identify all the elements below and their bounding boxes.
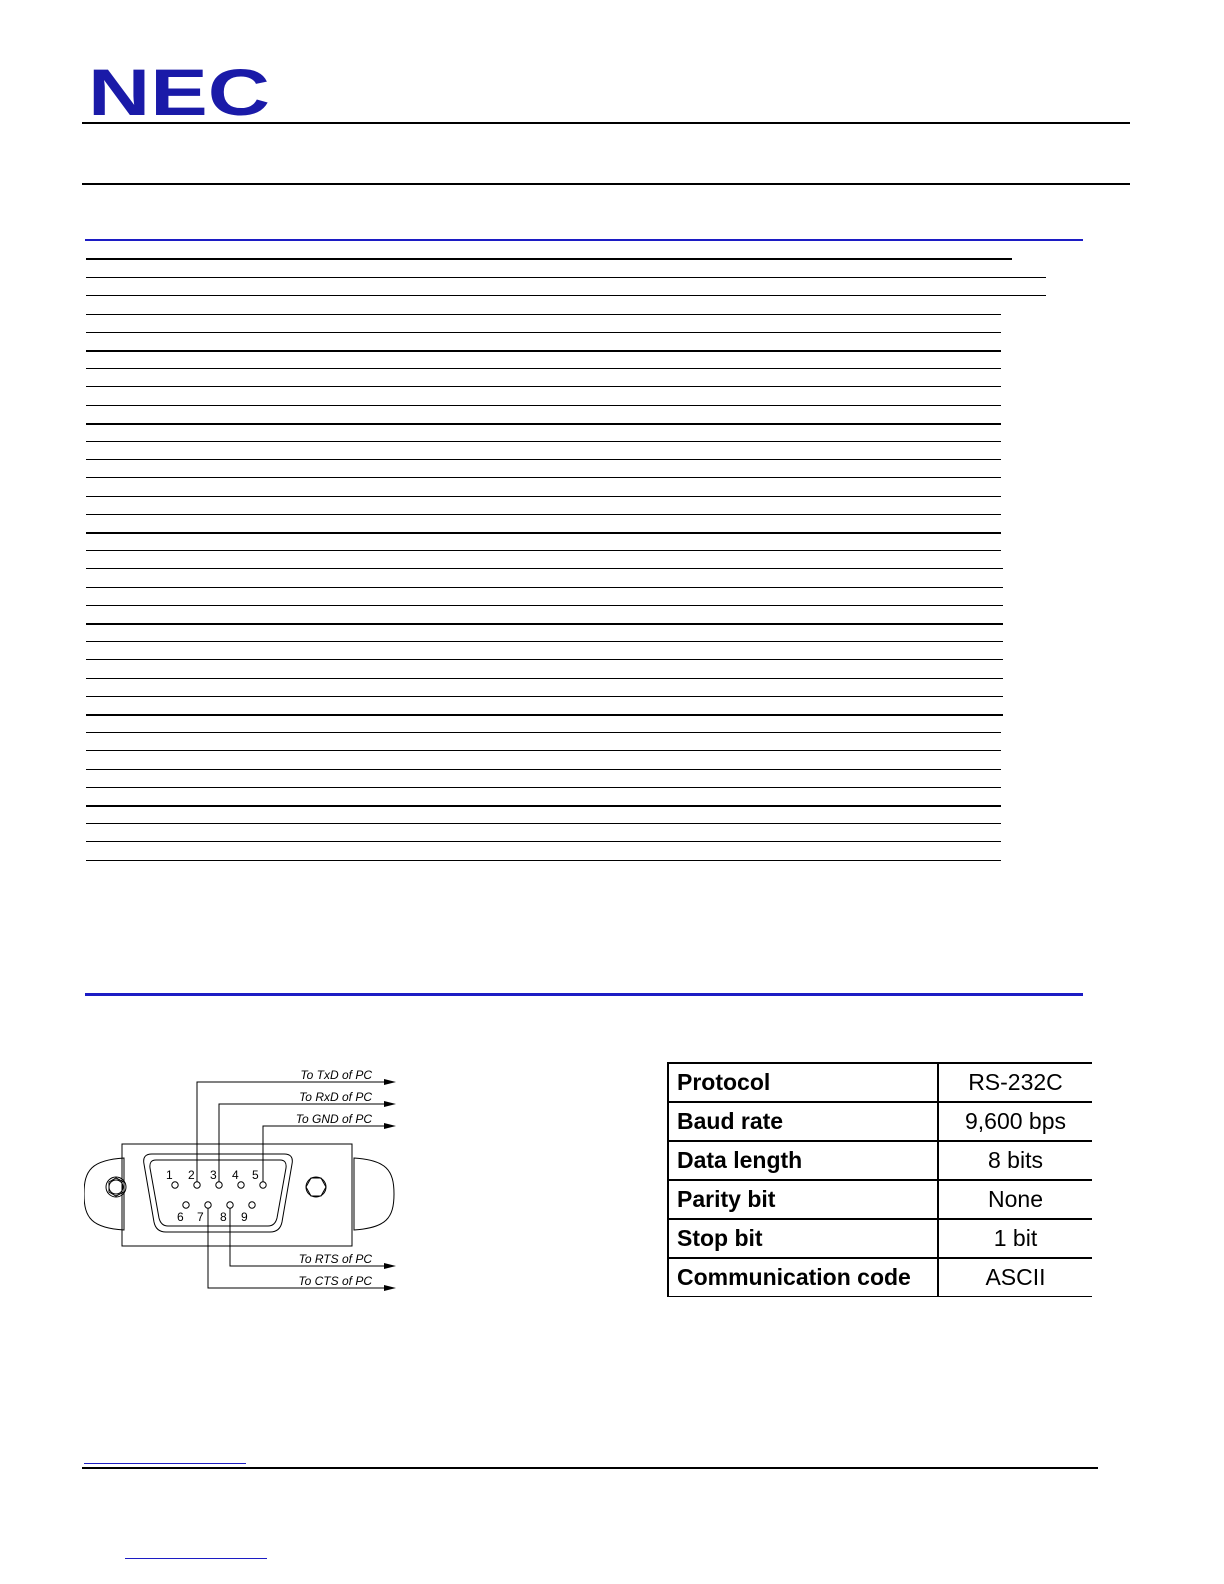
header-rule-bottom xyxy=(82,183,1130,185)
toc-line xyxy=(86,678,1003,679)
setting-label: Protocol xyxy=(668,1063,938,1102)
setting-value: ASCII xyxy=(938,1258,1092,1297)
setting-label: Communication code xyxy=(668,1258,938,1297)
toc-line xyxy=(86,423,1001,425)
toc-line xyxy=(86,568,1003,569)
nec-logo xyxy=(88,60,274,122)
toc-line xyxy=(86,514,1001,515)
toc-line xyxy=(86,477,1001,478)
pin-number: 3 xyxy=(210,1168,217,1182)
table-row xyxy=(668,1219,1092,1258)
toc-line xyxy=(86,641,1003,642)
header-rule-top xyxy=(82,122,1130,124)
toc-line xyxy=(86,605,1003,606)
pin-number: 7 xyxy=(197,1210,204,1224)
pin-number: 5 xyxy=(252,1168,259,1182)
toc-line xyxy=(86,350,1001,352)
toc-line xyxy=(86,659,1003,660)
toc-line xyxy=(86,277,1046,278)
toc-line xyxy=(86,368,1001,369)
table-row xyxy=(668,1180,1092,1219)
table-row xyxy=(668,1258,1092,1297)
toc-line xyxy=(86,386,1001,387)
footer-rule xyxy=(82,1467,1098,1469)
setting-label: Parity bit xyxy=(668,1180,938,1219)
pin-number: 2 xyxy=(188,1168,195,1182)
section-rule-contents xyxy=(85,239,1083,241)
toc-line xyxy=(86,532,1001,534)
signal-label-gnd: To GND of PC xyxy=(295,1112,372,1126)
setting-label: Baud rate xyxy=(668,1102,938,1141)
setting-value: RS-232C xyxy=(938,1063,1092,1102)
communication-settings-table xyxy=(667,1062,1092,1297)
pin-number: 1 xyxy=(166,1168,173,1182)
toc-line xyxy=(86,823,1001,824)
toc-line xyxy=(86,459,1001,460)
db9-connector-icon xyxy=(84,1062,414,1302)
toc-line xyxy=(86,696,1003,697)
pin-number: 6 xyxy=(177,1210,184,1224)
signal-label-cts: To CTS of PC xyxy=(298,1274,372,1288)
toc-line xyxy=(86,732,1001,733)
toc-line xyxy=(86,550,1001,551)
toc-line xyxy=(86,441,1001,442)
footer-link-underline-bottom[interactable] xyxy=(125,1558,267,1559)
toc-line xyxy=(86,787,1001,788)
setting-value: 9,600 bps xyxy=(938,1102,1092,1141)
table-row xyxy=(668,1141,1092,1180)
table-row xyxy=(668,1102,1092,1141)
signal-label-rts: To RTS of PC xyxy=(298,1252,372,1266)
signal-label-txd: To TxD of PC xyxy=(300,1068,372,1082)
toc-line xyxy=(86,860,1001,861)
toc-line xyxy=(86,623,1003,625)
table-row xyxy=(668,1063,1092,1102)
toc-line xyxy=(86,295,1046,296)
toc-line xyxy=(86,769,1001,770)
toc-line xyxy=(86,587,1003,588)
rs232-connector-diagram xyxy=(84,1062,414,1302)
footer-link-underline[interactable] xyxy=(84,1463,246,1464)
toc-line xyxy=(86,750,1001,751)
setting-label: Data length xyxy=(668,1141,938,1180)
toc-line xyxy=(86,258,1012,260)
toc-line xyxy=(86,841,1001,842)
toc-line xyxy=(86,805,1001,807)
pin-number: 4 xyxy=(232,1168,239,1182)
signal-label-rxd: To RxD of PC xyxy=(299,1090,372,1104)
nec-logo-icon xyxy=(88,60,274,122)
toc-line xyxy=(86,714,1003,716)
setting-value: 1 bit xyxy=(938,1219,1092,1258)
section-rule-rs232 xyxy=(85,993,1083,996)
setting-value: 8 bits xyxy=(938,1141,1092,1180)
pin-number: 9 xyxy=(241,1210,248,1224)
toc-line xyxy=(86,405,1001,406)
toc-line xyxy=(86,314,1001,315)
setting-label: Stop bit xyxy=(668,1219,938,1258)
toc-line xyxy=(86,332,1001,333)
pin-number: 8 xyxy=(220,1210,227,1224)
toc-line xyxy=(86,496,1001,497)
setting-value: None xyxy=(938,1180,1092,1219)
logo-text: NEC xyxy=(88,60,270,122)
